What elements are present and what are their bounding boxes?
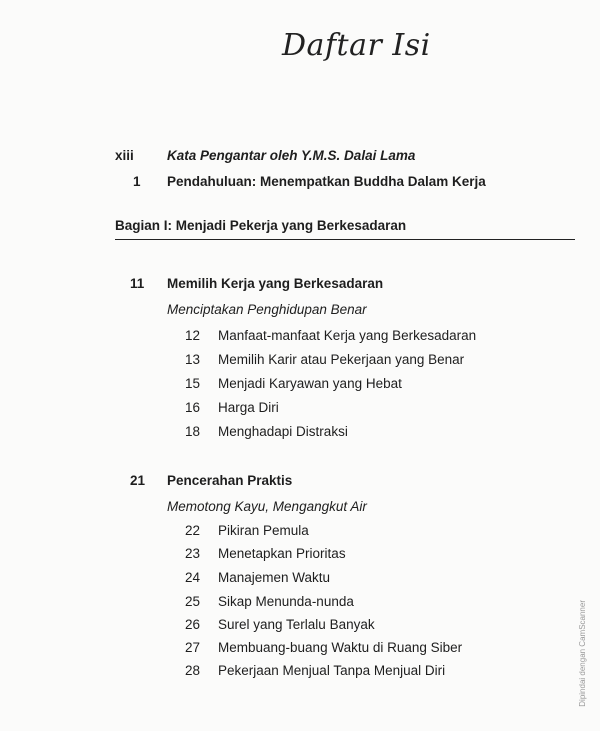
item-title: Manfaat-manfaat Kerja yang Berkesadaran <box>218 328 477 343</box>
chapter-page-number: 11 <box>130 276 145 291</box>
item-title: Menjadi Karyawan yang Hebat <box>218 376 402 391</box>
item-title: Membuang-buang Waktu di Ruang Siber <box>218 640 463 655</box>
item-page-number: 25 <box>184 594 200 609</box>
item-title: Memilih Karir atau Pekerjaan yang Benar <box>218 352 465 367</box>
part-divider <box>115 239 575 240</box>
item-title: Sikap Menunda-nunda <box>218 594 354 609</box>
item-page-number: 13 <box>184 352 200 367</box>
item-title: Menetapkan Prioritas <box>218 546 346 561</box>
part-label: Bagian I: Menjadi Pekerja yang Berkesadaran <box>115 218 407 233</box>
chapter-title: Pencerahan Praktis <box>167 473 293 488</box>
chapter-subtitle: Memotong Kayu, Mengangkut Air <box>167 499 367 514</box>
scanner-watermark: Dipindai dengan CamScanner <box>578 600 587 707</box>
item-page-number: 24 <box>184 570 200 585</box>
item-title: Manajemen Waktu <box>218 570 331 585</box>
item-title: Pikiran Pemula <box>218 523 309 538</box>
item-page-number: 27 <box>184 640 200 655</box>
item-title: Harga Diri <box>218 400 279 415</box>
item-page-number: 15 <box>184 376 200 391</box>
page-number: xiii <box>115 148 134 163</box>
item-title: Surel yang Terlalu Banyak <box>218 617 375 632</box>
page-number: 1 <box>133 174 141 189</box>
item-page-number: 23 <box>184 546 200 561</box>
page-title: Daftar Isi <box>282 28 431 63</box>
chapter-title: Memilih Kerja yang Berkesadaran <box>167 276 384 291</box>
item-title: Menghadapi Distraksi <box>218 424 348 439</box>
item-page-number: 12 <box>184 328 200 343</box>
item-page-number: 28 <box>184 663 200 678</box>
part-heading <box>115 218 575 238</box>
chapter-page-number: 21 <box>130 473 146 488</box>
item-page-number: 26 <box>184 617 200 632</box>
chapter-subtitle: Menciptakan Penghidupan Benar <box>167 302 367 317</box>
item-page-number: 16 <box>184 400 200 415</box>
entry-title: Kata Pengantar oleh Y.M.S. Dalai Lama <box>167 148 416 163</box>
entry-title: Pendahuluan: Menempatkan Buddha Dalam Kerja <box>167 174 486 189</box>
item-title: Pekerjaan Menjual Tanpa Menjual Diri <box>218 663 446 678</box>
item-page-number: 22 <box>184 523 200 538</box>
item-page-number: 18 <box>184 424 200 439</box>
